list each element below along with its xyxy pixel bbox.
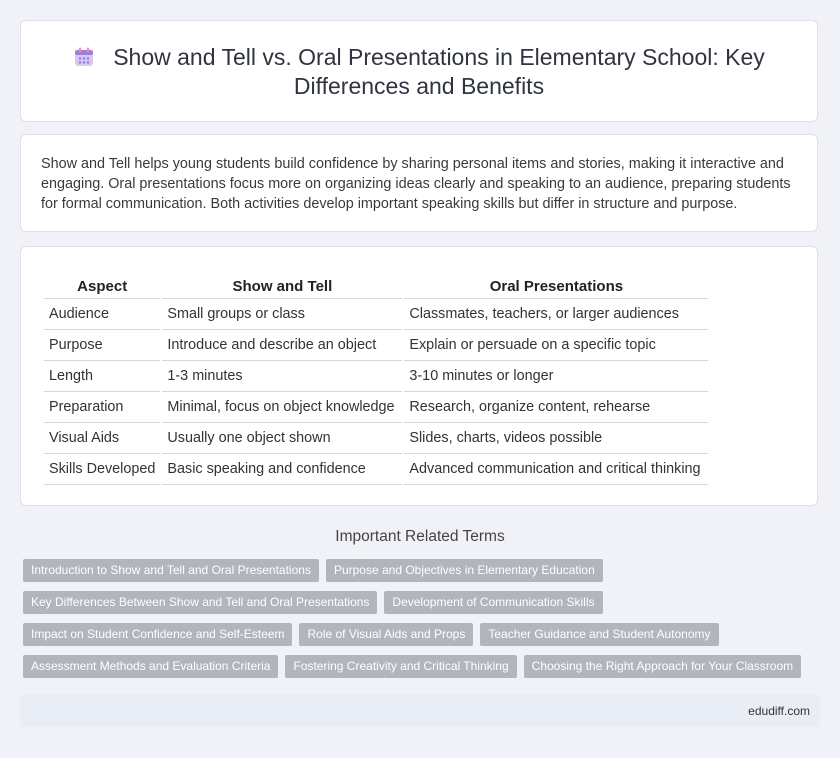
- comparison-table: [42, 274, 710, 485]
- related-term-tag[interactable]: Role of Visual Aids and Props: [299, 623, 473, 646]
- table-cell: Advanced communication and critical thinking: [404, 454, 708, 485]
- related-terms-list: [23, 559, 813, 678]
- table-cell: Explain or persuade on a specific topic: [404, 330, 708, 361]
- related-term-tag[interactable]: Assessment Methods and Evaluation Criteria: [23, 655, 278, 678]
- table-cell: Introduce and describe an object: [162, 330, 402, 361]
- calendar-icon: [73, 46, 95, 68]
- related-term-tag[interactable]: Purpose and Objectives in Elementary Education: [326, 559, 603, 582]
- table-cell: Purpose: [44, 330, 160, 361]
- table-header-row: [44, 274, 708, 299]
- page-title-text: Show and Tell vs. Oral Presentations in Elementary School: Key Differences and Benefits: [113, 44, 765, 99]
- column-header: Oral Presentations: [404, 274, 708, 299]
- table-cell: Visual Aids: [44, 423, 160, 454]
- related-term-tag[interactable]: Development of Communication Skills: [384, 591, 602, 614]
- table-cell: Length: [44, 361, 160, 392]
- footer: [20, 695, 820, 727]
- site-name[interactable]: edudiff.com: [748, 704, 810, 718]
- table-cell: Classmates, teachers, or larger audiences: [404, 299, 708, 330]
- summary-text: Show and Tell helps young students build confidence by sharing personal items and stories, making it interactive and engaging. Oral presentations focus more on organizing ideas clearly and speaking to an audience, preparing students for formal communication. Both activities develop important speaking skills but differ in structure and purpose.: [41, 156, 791, 212]
- comparison-card: [20, 246, 818, 506]
- page-title: [61, 43, 777, 101]
- related-term-tag[interactable]: Fostering Creativity and Critical Thinking: [285, 655, 516, 678]
- related-term-tag[interactable]: Introduction to Show and Tell and Oral Presentations: [23, 559, 319, 582]
- related-term-tag[interactable]: Key Differences Between Show and Tell and Oral Presentations: [23, 591, 377, 614]
- table-cell: Audience: [44, 299, 160, 330]
- table-row: [44, 330, 708, 361]
- table-row: [44, 423, 708, 454]
- table-cell: 3-10 minutes or longer: [404, 361, 708, 392]
- table-row: [44, 361, 708, 392]
- table-row: [44, 392, 708, 423]
- column-header: Show and Tell: [162, 274, 402, 299]
- table-row: [44, 299, 708, 330]
- table-cell: Small groups or class: [162, 299, 402, 330]
- table-cell: Preparation: [44, 392, 160, 423]
- table-cell: Basic speaking and confidence: [162, 454, 402, 485]
- title-card: [20, 20, 818, 122]
- related-term-tag[interactable]: Teacher Guidance and Student Autonomy: [480, 623, 718, 646]
- column-header: Aspect: [44, 274, 160, 299]
- related-term-tag[interactable]: Impact on Student Confidence and Self-Esteem: [23, 623, 292, 646]
- related-term-tag[interactable]: Choosing the Right Approach for Your Classroom: [524, 655, 802, 678]
- related-terms-heading: Important Related Terms: [335, 528, 505, 545]
- table-cell: Usually one object shown: [162, 423, 402, 454]
- table-row: [44, 454, 708, 485]
- table-cell: Research, organize content, rehearse: [404, 392, 708, 423]
- table-cell: Minimal, focus on object knowledge: [162, 392, 402, 423]
- summary-card: [20, 134, 818, 232]
- table-cell: Slides, charts, videos possible: [404, 423, 708, 454]
- table-cell: 1-3 minutes: [162, 361, 402, 392]
- table-cell: Skills Developed: [44, 454, 160, 485]
